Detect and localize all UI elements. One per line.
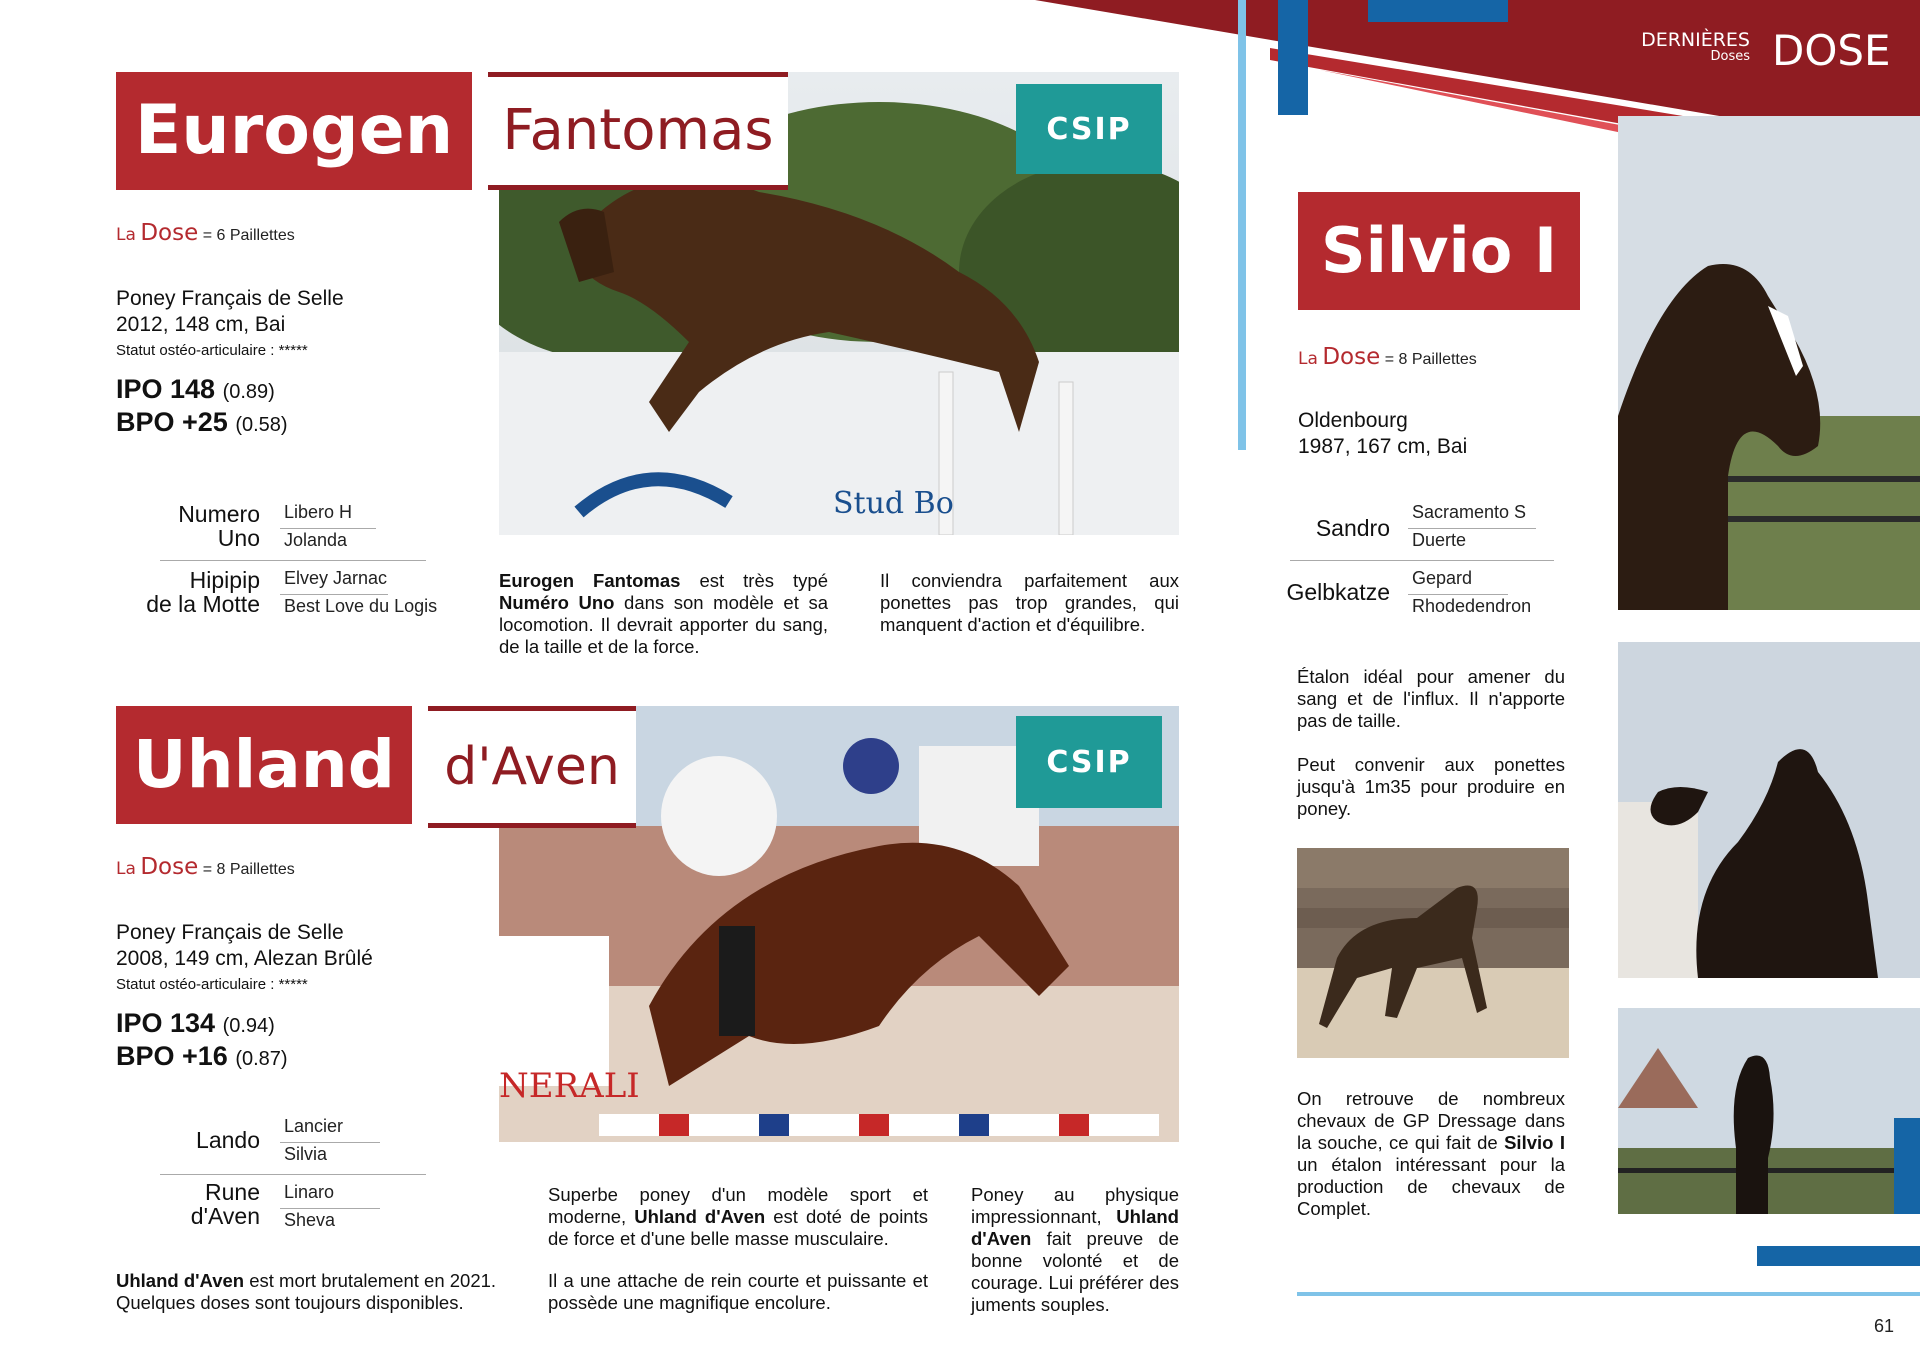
horse3-name: Silvio I (1298, 192, 1580, 310)
horse1-bpo: BPO +25 (0.58) (116, 407, 288, 437)
divider (280, 1142, 380, 1143)
horse1-dam: Hipipip de la Motte (146, 567, 260, 617)
horse3-photo-bottom (1618, 1008, 1920, 1214)
horse2-ipo: IPO 134 (0.94) (116, 1008, 275, 1038)
dose-value: = 8 Paillettes (1384, 351, 1477, 368)
horse3-description-2: Peut convenir aux ponettes jusqu'à 1m35 pour produire en poney. (1297, 754, 1565, 819)
horse1-dam-sire: Elvey Jarnac (284, 568, 388, 588)
horse2-note: Uhland d'Aven est mort brutalement en 2021. Quelques doses sont toujours disponibles. (116, 1270, 497, 1313)
divider (1290, 560, 1554, 561)
horse1-dam-dam: Best Love du Logis (284, 596, 438, 616)
dose-value: = 6 Paillettes (202, 227, 295, 244)
horse1-name-part1: Eurogen (116, 72, 472, 190)
horse3-description-3: On retrouve de nombreux chevaux de GP Dressage dans la souche, ce qui fait de Silvio I un étalon intéressant pour la production de chevaux de Complet. (1297, 1088, 1565, 1219)
horse3-photo-top (1618, 116, 1920, 610)
divider (1408, 528, 1536, 529)
horse3-photo-middle (1618, 642, 1920, 978)
horse2-dam-sire: Linaro (284, 1182, 335, 1202)
horse3-dam-dam: Rhodedendron (1412, 596, 1532, 616)
horse2-sire: Lando (196, 1127, 260, 1153)
horse1-sire-sire: Libero H (284, 502, 353, 522)
horse3-dam-sire: Gepard (1412, 568, 1473, 588)
horse1-details: 2012, 148 cm, Bai (116, 313, 286, 336)
horse1-sire-dam: Jolanda (284, 530, 348, 550)
horse1-description-left: Eurogen Fantomas est très typé Numéro Uno dans son modèle et sa locomotion. Il devrait apporter du sang, de la taille et de la force. (499, 570, 828, 657)
horse2-photo-banner-text: NERALI (499, 1066, 640, 1106)
horse2-sire-sire: Lancier (284, 1116, 344, 1136)
section-label-top: DERNIÈRES (1641, 29, 1750, 51)
dose-word: Dose (140, 854, 199, 880)
horse1-sire: Numero Uno (178, 501, 260, 551)
divider (160, 560, 426, 561)
horse3-dose: La Dose = 8 Paillettes (1298, 344, 1477, 370)
horse2-csip-badge: CSIP (1016, 716, 1162, 808)
horse2-name-part2: d'Aven (428, 706, 636, 828)
horse2-dose: La Dose = 8 Paillettes (116, 854, 295, 880)
horse2-breed: Poney Français de Selle (116, 921, 344, 944)
page-number: 61 (1874, 1316, 1895, 1336)
horse2-name-part1: Uhland (116, 706, 412, 824)
divider (160, 1174, 426, 1175)
divider (280, 594, 388, 595)
brand-title: DOSE (1772, 26, 1891, 75)
section-label (1595, 30, 1750, 64)
horse2-bpo: BPO +16 (0.87) (116, 1041, 288, 1071)
horse2-details: 2008, 149 cm, Alezan Brûlé (116, 947, 373, 970)
horse3-description-1: Étalon idéal pour amener du sang et de l'influx. Il n'apporte pas de taille. (1297, 666, 1565, 731)
horse3-details: 1987, 167 cm, Bai (1298, 435, 1468, 458)
horse2-statut: Statut ostéo-articulaire : ***** (116, 976, 308, 993)
horse2-sire-dam: Silvia (284, 1144, 328, 1164)
dose-word: Dose (140, 220, 199, 246)
horse1-description-right: Il conviendra parfaitement aux ponettes pas trop grandes, qui manquent d'action et d'équilibre. (880, 570, 1179, 635)
horse3-photo-foal (1297, 848, 1569, 1058)
horse1-statut: Statut ostéo-articulaire : ***** (116, 342, 308, 359)
horse1-dose: La Dose = 6 Paillettes (116, 220, 295, 246)
divider (280, 1208, 380, 1209)
horse2-dam-dam: Sheva (284, 1210, 336, 1230)
section-label-bottom: Doses (1710, 49, 1750, 64)
divider (1408, 594, 1508, 595)
dose-value: = 8 Paillettes (202, 861, 295, 878)
horse3-sire-dam: Duerte (1412, 530, 1467, 550)
dose-word: Dose (1322, 344, 1381, 370)
horse2-dam: Rune d'Aven (190, 1179, 260, 1229)
horse1-csip-badge: CSIP (1016, 84, 1162, 174)
horse3-sire: Sandro (1315, 515, 1390, 541)
divider (280, 528, 376, 529)
horse3-breed: Oldenbourg (1298, 409, 1408, 432)
horse3-dam: Gelbkatze (1286, 579, 1390, 605)
horse1-breed: Poney Français de Selle (116, 287, 344, 310)
horse1-name-part2: Fantomas (488, 72, 788, 190)
horse1-ipo: IPO 148 (0.89) (116, 374, 275, 404)
horse2-description-mid: Superbe poney d'un modèle sport et moderne, Uhland d'Aven est doté de points de force et d'une belle masse musculaire. (548, 1184, 928, 1249)
horse3-sire-sire: Sacramento S (1412, 502, 1527, 522)
horse1-photo-banner-text: Stud Bo (833, 486, 954, 521)
horse2-description-mid2: Il a une attache de rein courte et puissante et possède une magnifique encolure. (548, 1270, 928, 1313)
horse2-description-right: Poney au physique impressionnant, Uhland d'Aven fait preuve de bonne volonté et de courage. Lui préférer des juments souples. (971, 1184, 1179, 1315)
